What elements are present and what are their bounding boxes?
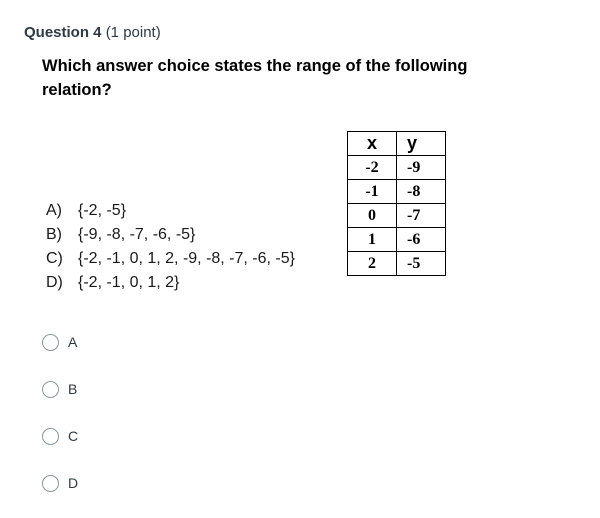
table-cell-x: -1 [348,180,397,204]
radio-option-c[interactable] [40,424,78,448]
choice-letter: B) [46,226,62,243]
table-cell-y: -9 [397,156,446,180]
table-cell-x: 2 [348,252,397,276]
choice-line-a [46,199,295,223]
table-cell-y: -6 [397,228,446,252]
table-cell-x: -2 [348,156,397,180]
choice-line-d [46,271,295,295]
radio-label[interactable]: B [68,381,78,397]
table-cell-x: 0 [348,204,397,228]
radio-option-d[interactable] [40,471,78,495]
table-header-x: x [348,132,397,156]
table-row [348,180,446,204]
radio-option-b[interactable] [40,377,78,401]
choice-line-c [46,247,295,271]
table-row [348,204,446,228]
radio-label[interactable]: A [68,334,78,350]
table-cell-x: 1 [348,228,397,252]
question-title: Question 4 [24,24,102,41]
radio-label[interactable]: C [68,428,79,444]
choice-letter: C) [46,250,63,267]
choice-line-b [46,223,295,247]
table-row [348,228,446,252]
radio-label[interactable]: D [68,475,79,491]
answer-radio-group [40,330,78,518]
table-header-row [348,132,446,156]
table-cell-y: -8 [397,180,446,204]
choice-letter: D) [46,274,63,291]
choice-value: {-9, -8, -7, -6, -5} [78,226,196,243]
choice-value: {-2, -5} [78,202,127,219]
radio-button-d[interactable] [42,475,59,492]
choice-letter: A) [46,202,62,219]
radio-button-c[interactable] [42,428,59,445]
question-text: Which answer choice states the range of the following relation? [42,57,468,99]
table-cell-y: -5 [397,252,446,276]
choice-value: {-2, -1, 0, 1, 2} [78,274,180,291]
table-row [348,156,446,180]
relation-table [347,131,446,276]
choice-value: {-2, -1, 0, 1, 2, -9, -8, -7, -6, -5} [78,250,295,267]
table-cell-y: -7 [397,204,446,228]
answer-choices-image-text [46,199,295,295]
table-header-y: y [397,132,446,156]
question-points: (1 point) [105,24,161,41]
question-header [24,24,161,41]
radio-option-a[interactable] [40,330,78,354]
table-row [348,252,446,276]
radio-button-a[interactable] [42,334,59,351]
radio-button-b[interactable] [42,381,59,398]
